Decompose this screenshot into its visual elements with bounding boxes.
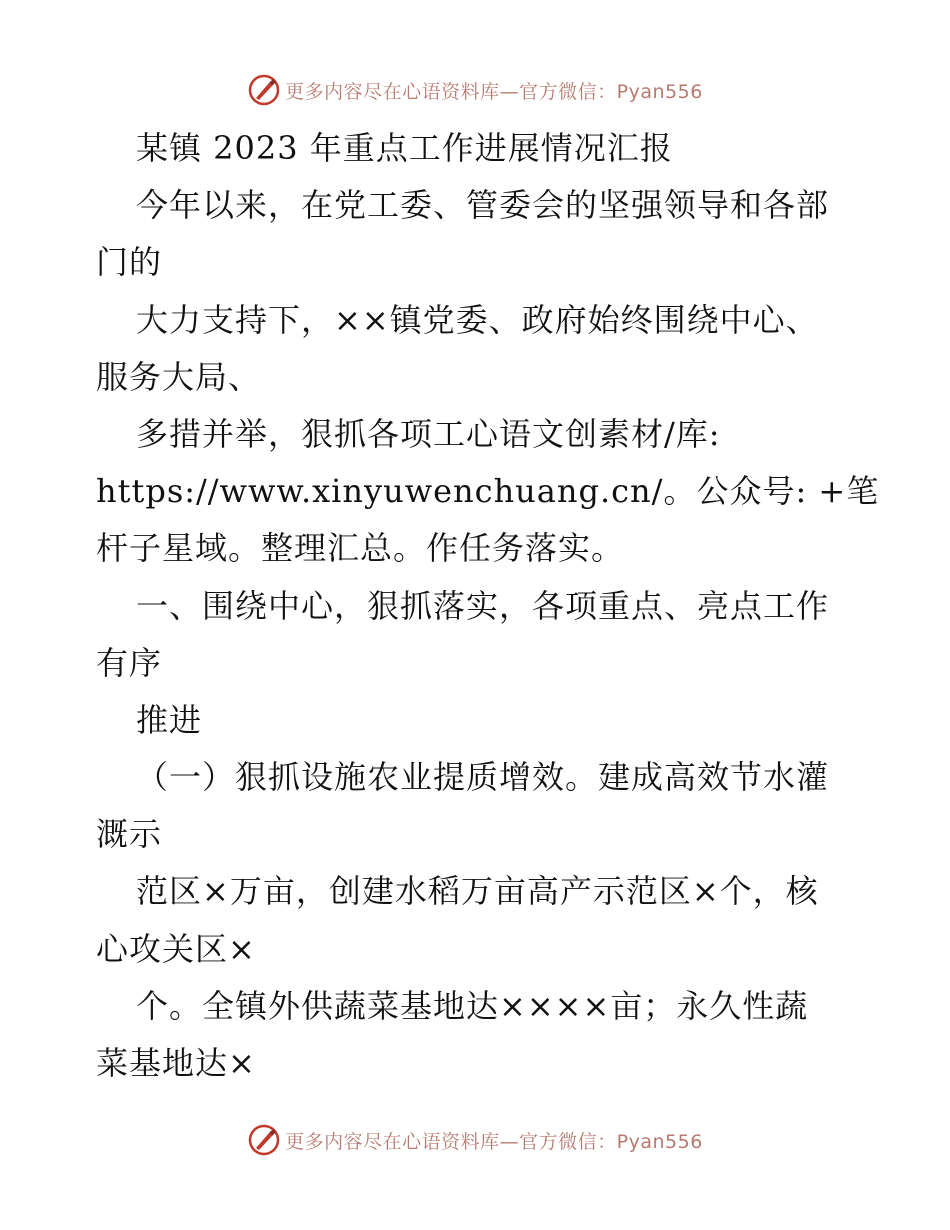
paragraph-line: 门的 (96, 243, 163, 282)
document-title: 某镇 2023 年重点工作进展情况汇报 (136, 129, 673, 167)
pen-logo-icon (247, 1123, 281, 1157)
pen-logo-icon (247, 73, 281, 107)
document-body (96, 120, 880, 1092)
section-heading: 有序 (96, 643, 163, 682)
subsection-line: 溉示 (96, 815, 163, 854)
paragraph-line: 服务大局、 (96, 357, 262, 396)
paragraph-line: 范区×万亩，创建水稻万亩高产示范区×个，核 (136, 872, 819, 911)
paragraph-line: 菜基地达× (96, 1044, 256, 1082)
header-watermark (0, 70, 950, 110)
paragraph-line: 个。全镇外供蔬菜基地达××××亩；永久性蔬 (136, 986, 809, 1025)
paragraph-line: 多措并举，狠抓各项工心语文创素材/库: (136, 414, 721, 453)
header-watermark-text: 更多内容尽在心语资料库—官方微信：Pyan556 (285, 80, 703, 103)
paragraph-line: https://www.xinyuwenchuang.cn/。公众号: +笔 (96, 472, 880, 511)
subsection-line: （一）狠抓设施农业提质增效。建成高效节水灌 (136, 758, 830, 797)
paragraph-line: 杆子星域。整理汇总。作任务落实。 (96, 529, 625, 568)
footer-watermark-text: 更多内容尽在心语资料库—官方微信：Pyan556 (285, 1130, 703, 1153)
paragraph-line: 心攻关区× (96, 929, 256, 968)
paragraph-line: 大力支持下，××镇党委、政府始终围绕中心、 (136, 300, 819, 339)
footer-watermark (0, 1120, 950, 1160)
paragraph-line: 今年以来，在党工委、管委会的坚强领导和各部 (136, 186, 830, 225)
section-heading: 推进 (136, 700, 203, 739)
section-heading: 一、围绕中心，狠抓落实，各项重点、亮点工作 (136, 586, 830, 625)
